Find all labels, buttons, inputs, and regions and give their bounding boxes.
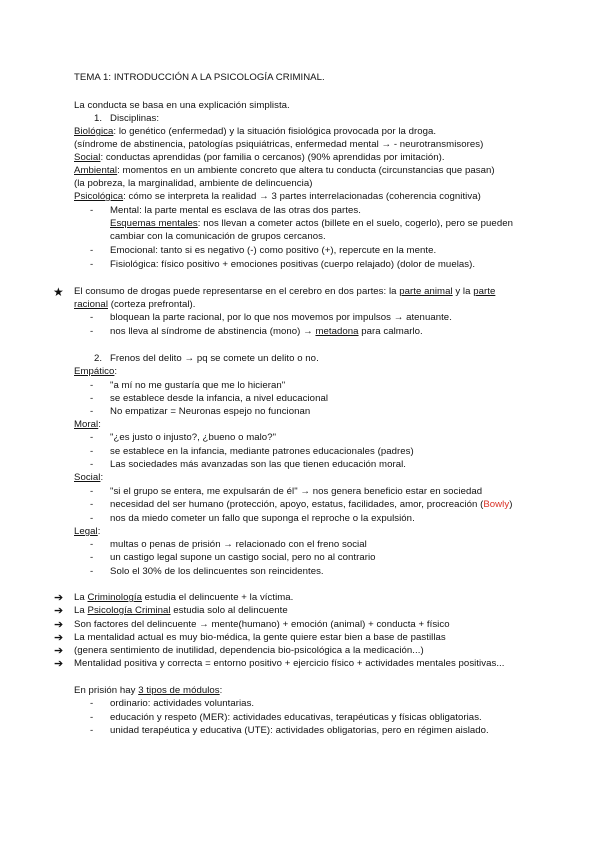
arrow-line — [74, 605, 288, 617]
empatico-item: se establece desde la infancia, a nivel educacional — [110, 393, 329, 404]
ambiental-label: Ambiental — [74, 165, 118, 176]
arrow2-c: estudia solo al delincuente — [170, 605, 288, 616]
dash: - — [90, 725, 94, 736]
modulo-item: ordinario: actividades voluntarias. — [110, 698, 255, 709]
star-line1-c: y la — [452, 286, 474, 297]
star-line1 — [74, 286, 495, 298]
star-line1-a: El consumo de drogas puede representarse en el cerebro en dos partes: la — [74, 286, 400, 297]
arrow-icon: ➔ — [54, 645, 64, 657]
legal-item: Solo el 30% de los delincuentes son reincidentes. — [110, 566, 324, 577]
dash: - — [90, 446, 94, 457]
legal-item: multas o penas de prisión → relacionado con el freno social — [110, 539, 367, 550]
legal-label: Legal — [74, 526, 98, 537]
social-label: Social — [74, 152, 101, 163]
dash: - — [90, 539, 94, 550]
modulo-item: unidad terapéutica y educativa (UTE): actividades obligatorias, pero en régimen aislado. — [110, 725, 489, 736]
arrow-line: Mentalidad positiva y correcta = entorno positivo + ejercicio físico + actividades mentales positivas... — [74, 658, 505, 669]
modulos-intro-a: En prisión hay — [74, 685, 139, 696]
parte-animal: parte animal — [399, 286, 453, 297]
social2-item2-a: necesidad del ser humano (protección, apoyo, estatus, facilidades, amor, procreación ( — [110, 499, 484, 510]
arrow-line — [74, 592, 293, 604]
ambiental-line — [74, 165, 495, 177]
arrow-line: Son factores del delincuente → mente(humano) + emoción (animal) + conducta + físico — [74, 619, 450, 630]
dash: - — [90, 712, 94, 723]
parte-racional-1: parte — [473, 286, 496, 297]
arrow-line: (genera sentimiento de inutilidad, dependencia bio-psicológica a la medicación...) — [74, 645, 424, 656]
intro-text: La conducta se basa en una explicación simplista. — [74, 100, 290, 111]
section2-heading: Frenos del delito → pq se comete un delito o no. — [110, 353, 319, 364]
arrow1-a: La — [74, 592, 88, 603]
dash: - — [90, 432, 94, 443]
empatico-colon: : — [114, 366, 118, 377]
dash: - — [90, 406, 94, 417]
empatico-item: No empatizar = Neuronas espejo no funcionan — [110, 406, 311, 417]
social2-item: "si el grupo se entera, me expulsarán de él" → nos genera beneficio estar en sociedad — [110, 486, 483, 497]
social2-colon: : — [100, 472, 104, 483]
social-text: : conductas aprendidas (por familia o cercanos) (90% aprendidas por imitación). — [100, 152, 445, 163]
bowlby-highlight: Bowly — [483, 499, 510, 510]
dash: - — [90, 698, 94, 709]
dash: - — [90, 312, 94, 323]
moral-item: se establece en la infancia, mediante patrones educacionales (padres) — [110, 446, 414, 457]
moral-item: Las sociedades más avanzadas son las que tienen educación moral. — [110, 459, 406, 470]
moral-heading — [74, 419, 101, 431]
biologica-line — [74, 126, 436, 138]
parte-racional-2: racional — [74, 299, 108, 310]
social2-label: Social — [74, 472, 101, 483]
dash: - — [90, 380, 94, 391]
esquemas-label: Esquemas mentales — [110, 218, 198, 229]
dash: - — [90, 205, 94, 216]
emocional-item: Emocional: tanto si es negativo (-) como positivo (+), repercute en la mente. — [110, 245, 437, 256]
dash: - — [90, 393, 94, 404]
ambiental-text: : momentos en un ambiente concreto que altera tu conducta (circunstancias que pasan) — [117, 165, 495, 176]
legal-heading — [74, 526, 100, 538]
star-bullet2-a: nos lleva al síndrome de abstinencia (mono) → — [110, 326, 316, 337]
star-bullet2-c: para calmarlo. — [358, 326, 423, 337]
dash: - — [90, 513, 94, 524]
biologica-text: : lo genético (enfermedad) y la situación fisiológica provocada por la droga. — [113, 126, 437, 137]
social2-item — [110, 499, 512, 511]
empatico-heading — [74, 366, 117, 378]
dash: - — [90, 245, 94, 256]
arrow-icon: ➔ — [54, 658, 64, 670]
empatico-item: "a mí no me gustaría que me lo hicieran" — [110, 380, 286, 391]
social-line — [74, 152, 445, 164]
star-line2 — [74, 299, 195, 311]
moral-colon: : — [98, 419, 101, 430]
legal-colon: : — [97, 526, 101, 537]
mental-item: Mental: la parte mental es esclava de las otras dos partes. — [110, 205, 361, 216]
modulos-intro — [74, 685, 222, 697]
dash: - — [90, 552, 94, 563]
star-icon: ★ — [53, 285, 64, 299]
dash: - — [90, 486, 94, 497]
moral-label: Moral — [74, 419, 99, 430]
arrow-icon: ➔ — [54, 619, 64, 631]
section1-heading: Disciplinas: — [110, 113, 160, 124]
modulo-item: educación y respeto (MER): actividades educativas, terapéuticas y físicas obligatorias. — [110, 712, 482, 723]
arrow-line: La mentalidad actual es muy bio-médica, la gente quiere estar bien a base de pastillas — [74, 632, 446, 643]
dash: - — [90, 566, 94, 577]
social2-heading — [74, 472, 103, 484]
fisiologica-item: Fisiológica: físico positivo + emociones positivas (cuerpo relajado) (dolor de muelas). — [110, 259, 476, 270]
arrow2-a: La — [74, 605, 88, 616]
dash: - — [90, 326, 94, 337]
biologica-cont: (síndrome de abstinencia, patologías psiquiátricas, enfermedad mental → - neurotransmisores) — [74, 139, 484, 150]
esquemas-text: : nos llevan a cometer actos (billete en el suelo, cogerlo), pero se pueden — [197, 218, 513, 229]
psicologia-criminal: Psicología Criminal — [87, 605, 171, 616]
section1-number: 1. — [94, 113, 103, 124]
legal-item: un castigo legal supone un castigo social, pero no al contrario — [110, 552, 376, 563]
arrow-icon: ➔ — [54, 605, 64, 617]
dash: - — [90, 499, 94, 510]
modulos-intro-c: : — [219, 685, 223, 696]
section2-number: 2. — [94, 353, 103, 364]
biologica-label: Biológica — [74, 126, 114, 137]
social2-item2-c: ) — [509, 499, 513, 510]
esquemas-line — [110, 218, 513, 230]
psicologica-label: Psicológica — [74, 191, 124, 202]
arrow1-c: estudia el delincuente + la víctima. — [141, 592, 294, 603]
esquemas-cont: cambiar con la comunicación de grupos cercanos. — [110, 231, 326, 242]
arrow-icon: ➔ — [54, 632, 64, 644]
moral-item: "¿es justo o injusto?, ¿bueno o malo?" — [110, 432, 277, 443]
star-bullet1: bloquean la parte racional, por lo que nos movemos por impulsos → atenuante. — [110, 312, 452, 323]
empatico-label: Empático — [74, 366, 115, 377]
arrow-icon: ➔ — [54, 592, 64, 604]
star-line2-b: (corteza prefrontal). — [108, 299, 196, 310]
dash: - — [90, 259, 94, 270]
social2-item: nos da miedo cometer un fallo que suponga el reproche o la expulsión. — [110, 513, 415, 524]
psicologica-text: : cómo se interpreta la realidad → 3 partes interrelacionadas (coherencia cognitiva) — [123, 191, 481, 202]
star-bullet2 — [110, 326, 423, 338]
criminologia: Criminología — [87, 592, 142, 603]
dash: - — [90, 459, 94, 470]
tres-tipos-modulos: 3 tipos de módulos — [138, 685, 220, 696]
metadona: metadona — [315, 326, 359, 337]
ambiental-cont: (la pobreza, la marginalidad, ambiente de delincuencia) — [74, 178, 313, 189]
psicologica-line — [74, 191, 481, 203]
page-title: TEMA 1: INTRODUCCIÓN A LA PSICOLOGÍA CRIMINAL. — [74, 72, 325, 83]
